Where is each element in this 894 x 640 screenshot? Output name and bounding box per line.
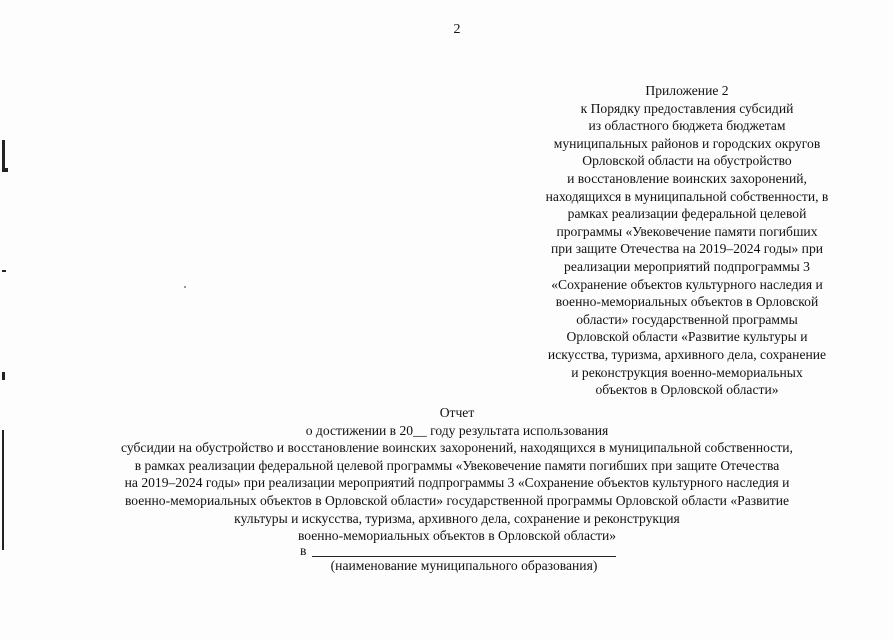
appendix-line: находящихся в муниципальной собственности, в — [545, 188, 829, 204]
appendix-line: из областного бюджета бюджетам — [588, 118, 786, 134]
scan-edge-mark — [2, 430, 4, 550]
appendix-line: муниципальных районов и городских округов — [553, 135, 821, 151]
report-title: Отчет — [439, 405, 475, 420]
scan-edge-mark — [2, 168, 8, 172]
report-line: культуры и искусства, туризма, архивного дела, сохранение и реконструкция — [234, 510, 680, 526]
appendix-line: Орловской области «Развитие культуры и — [566, 329, 808, 345]
report-line: военно-мемориальных объектов в Орловской области» — [297, 528, 617, 544]
appendix-line: программы «Увековечение памяти погибших — [556, 223, 818, 239]
report-heading-block — [60, 404, 854, 545]
report-line: субсидии на обустройство и восстановление воинских захоронений, находящихся в муниципальной собственности, — [121, 440, 793, 456]
appendix-line: к Порядку предоставления субсидий — [580, 100, 794, 116]
report-line: на 2019–2024 годы» при реализации мероприятий подпрограммы 3 «Сохранение объектов культурного наследия и — [124, 475, 790, 491]
appendix-line: Приложение 2 — [645, 83, 729, 98]
appendix-line: области» государственной программы — [576, 311, 798, 327]
scan-speck — [184, 286, 186, 288]
appendix-line: реализации мероприятий подпрограммы 3 — [564, 258, 810, 274]
report-line: военно-мемориальных объектов в Орловской области» государственной программы Орловской области «Развитие — [124, 492, 790, 508]
report-line: в рамках реализации федеральной целевой программы «Увековечение памяти погибших при защите Отечества — [134, 457, 780, 473]
appendix-line: и реконструкция военно-мемориальных — [571, 364, 803, 380]
fill-prefix: в — [300, 543, 307, 558]
page-number: 2 — [453, 22, 461, 37]
appendix-line: при защите Отечества на 2019–2024 годы» при — [550, 241, 824, 257]
appendix-line: рамках реализации федеральной целевой — [567, 206, 807, 222]
appendix-line: «Сохранение объектов культурного наследия и — [551, 276, 823, 292]
appendix-block — [522, 82, 852, 399]
appendix-line: искусства, туризма, архивного дела, сохранение — [547, 346, 827, 362]
report-line: о достижении в 20__ году результата использования — [305, 422, 609, 438]
appendix-line: объектов в Орловской области» — [595, 382, 779, 398]
appendix-line: и восстановление воинских захоронений, — [567, 170, 807, 186]
scan-edge-mark — [2, 270, 6, 272]
municipality-caption: (наименование муниципального образования) — [330, 558, 598, 573]
scan-edge-mark — [2, 140, 5, 170]
appendix-line: Орловской области на обустройство — [582, 153, 792, 169]
appendix-line: военно-мемориальных объектов в Орловской — [555, 294, 819, 310]
scan-edge-mark — [2, 372, 5, 380]
